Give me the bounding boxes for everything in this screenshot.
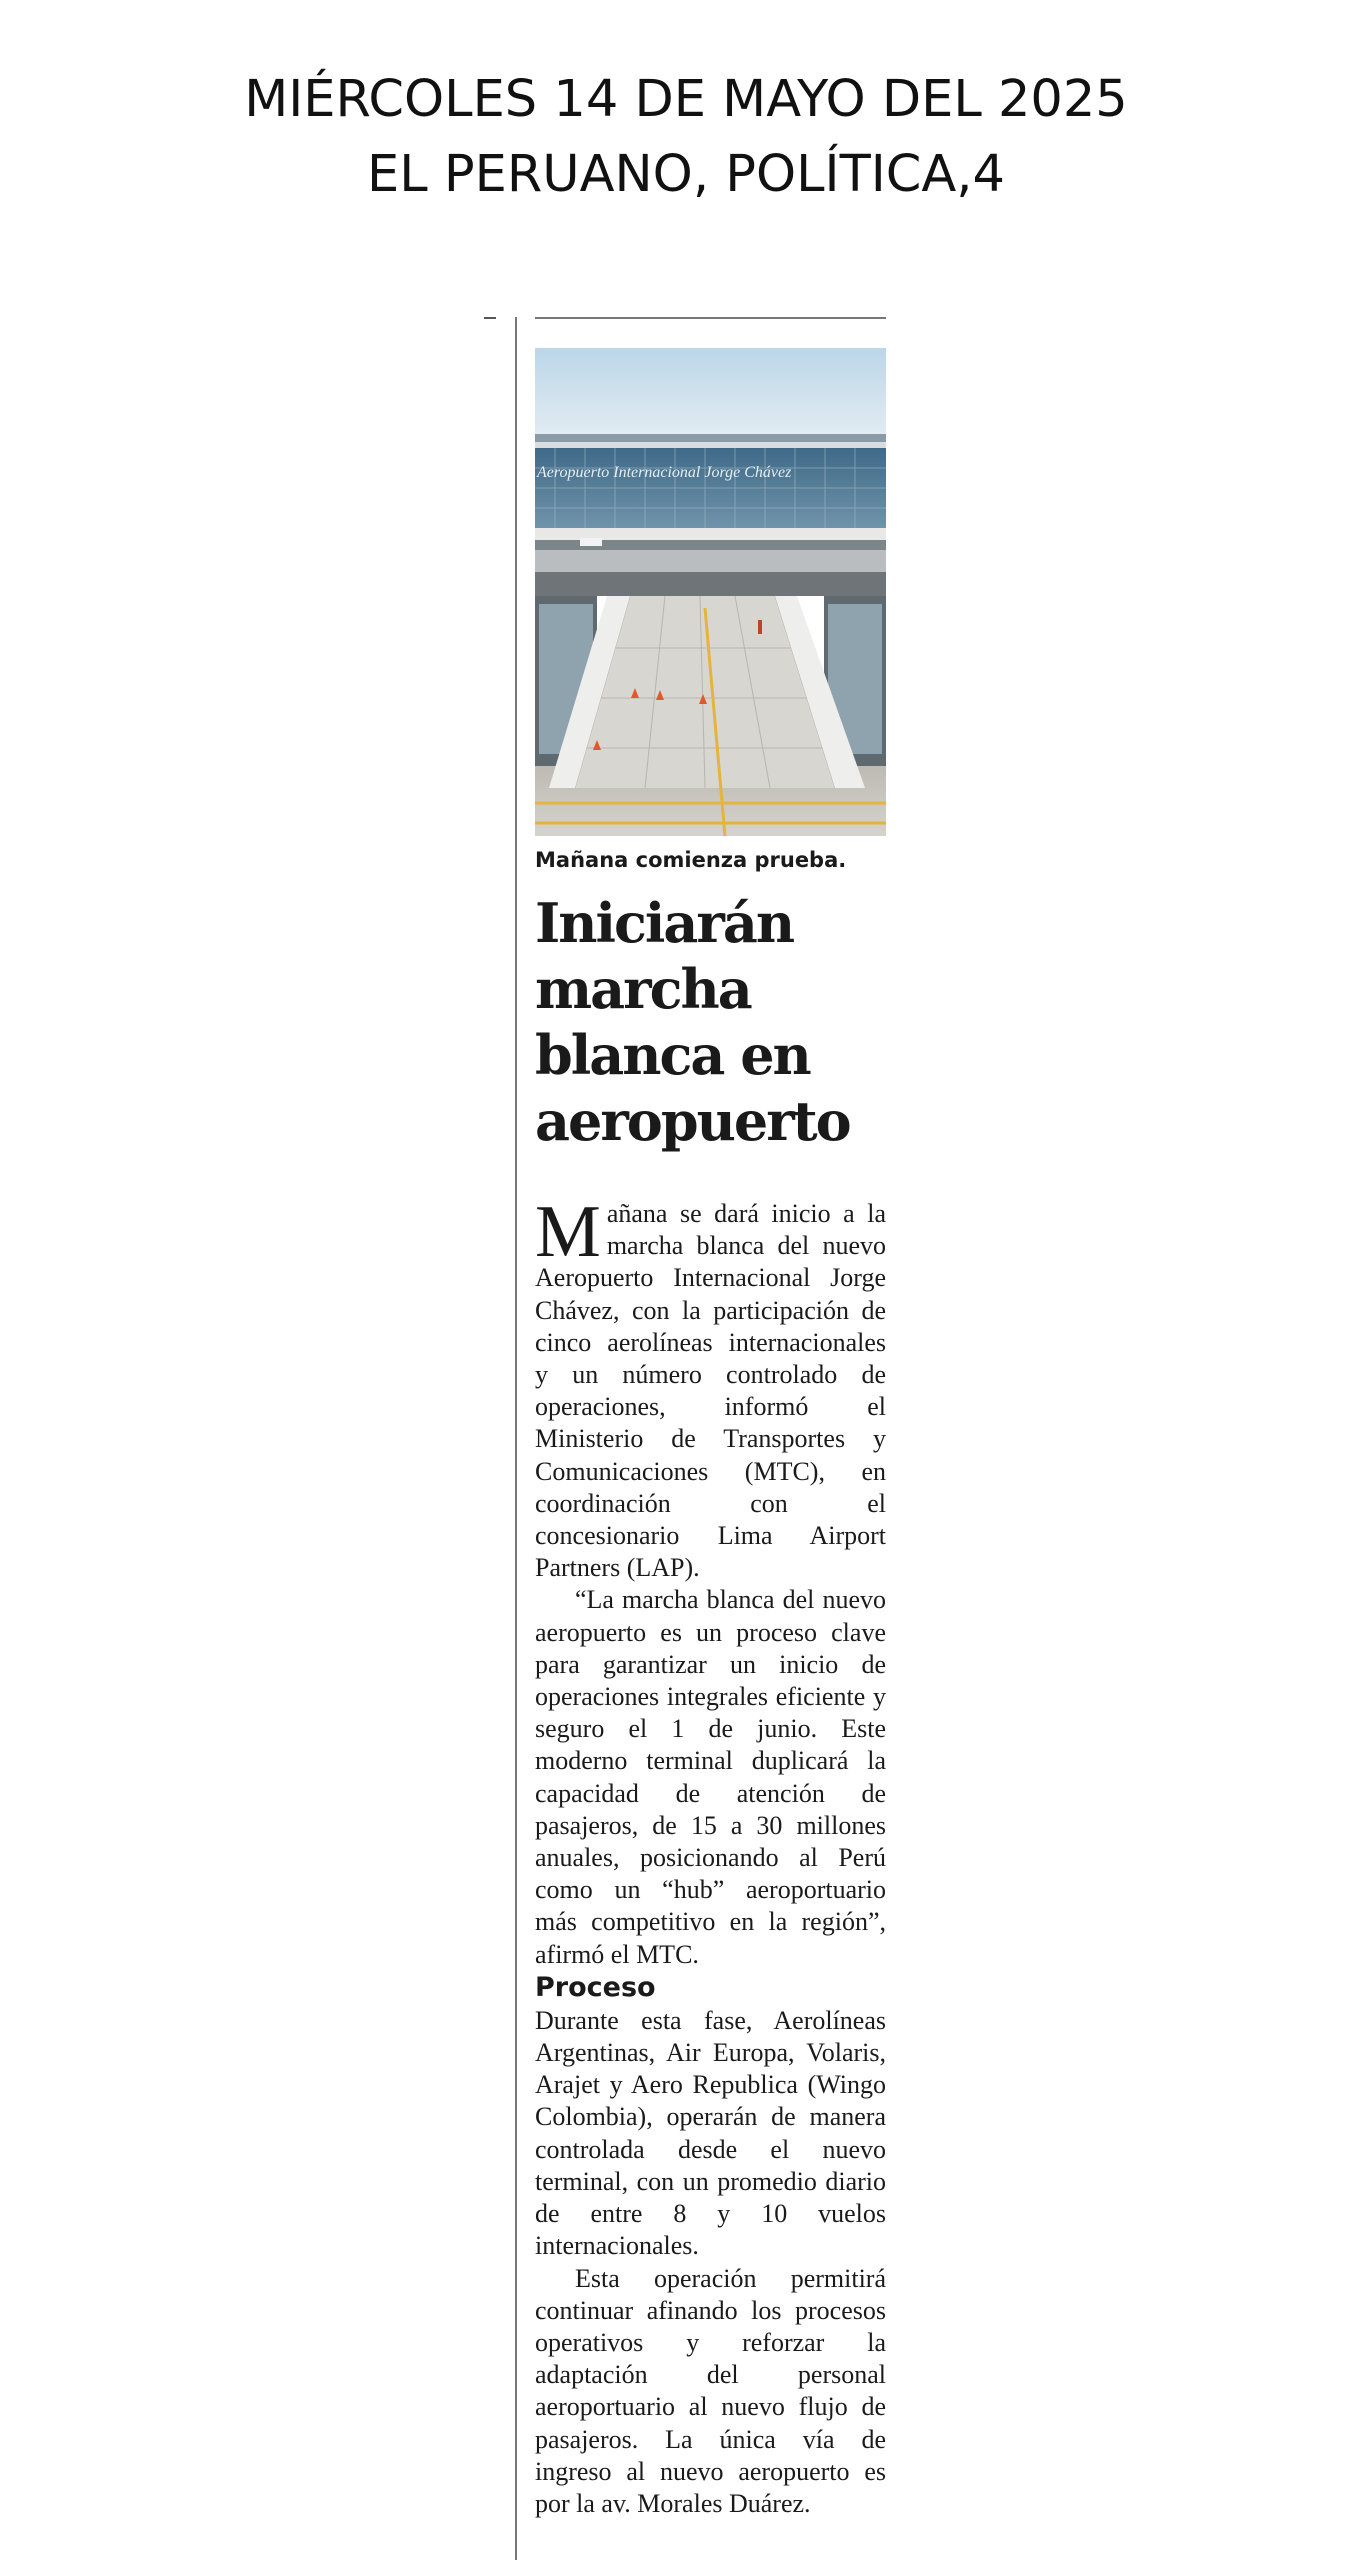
- airport-photo: [535, 348, 886, 836]
- column-tick-mark: [484, 317, 496, 319]
- section-subhead: Proceso: [535, 1971, 656, 2003]
- paragraph-1: [535, 1191, 886, 1584]
- header-source: EL PERUANO, POLÍTICA,4: [367, 145, 1005, 204]
- headline-line: aeropuerto: [535, 1089, 850, 1153]
- page-header: [0, 62, 1372, 212]
- article-headline: [535, 890, 895, 1154]
- paragraph-2: “La marcha blanca del nuevo aeropuerto es un proceso clave para garantizar un inicio de operaciones integrales eficiente y seguro el 1 de junio. Este moderno terminal duplicará la capacidad de atención de pasajeros, de 15 a 30 millones anuales, posicionando al Perú como un “hub” aeroportuario más competitivo en la región”, afirmó el MTC.: [535, 1585, 886, 1969]
- article-top-rule: [535, 317, 886, 319]
- column-divider: [515, 317, 517, 2560]
- header-date: MIÉRCOLES 14 DE MAYO DEL 2025: [244, 70, 1128, 129]
- drop-cap: M: [535, 1191, 601, 1273]
- article-body: [535, 1191, 886, 2520]
- photo-caption: Mañana comienza prueba.: [535, 848, 847, 872]
- paragraph-1-text: añana se dará inicio a la marcha blanca del nuevo Aeropuerto Internacional Jorge Chávez, con la participación de cinco aerolíneas internacionales y un número controlado de operaciones, informó el Ministerio de Transportes y Comunicaciones (MTC), en coordinación con el concesionario Lima Airport Partners (LAP).: [535, 1199, 886, 1583]
- paragraph-3: Durante esta fase, Aerolíneas Argentinas, Air Europa, Volaris, Arajet y Aero Republica (Wingo Colombia), operarán de manera controlada desde el nuevo terminal, con un promedio diario de entre 8 y 10 vuelos internacionales.: [535, 2005, 886, 2261]
- facade-sign-text: Aeropuerto Internacional Jorge Chávez: [537, 464, 792, 481]
- headline-line: marcha: [535, 957, 751, 1021]
- paragraph-4: Esta operación permitirá continuar afinando los procesos operativos y reforzar la adaptación del personal aeroportuario al nuevo flujo de pasajeros. La única vía de ingreso al nuevo aeropuerto es por la av. Morales Duárez.: [535, 2263, 886, 2518]
- headline-line: blanca en: [535, 1023, 810, 1087]
- headline-line: Iniciarán: [535, 891, 794, 955]
